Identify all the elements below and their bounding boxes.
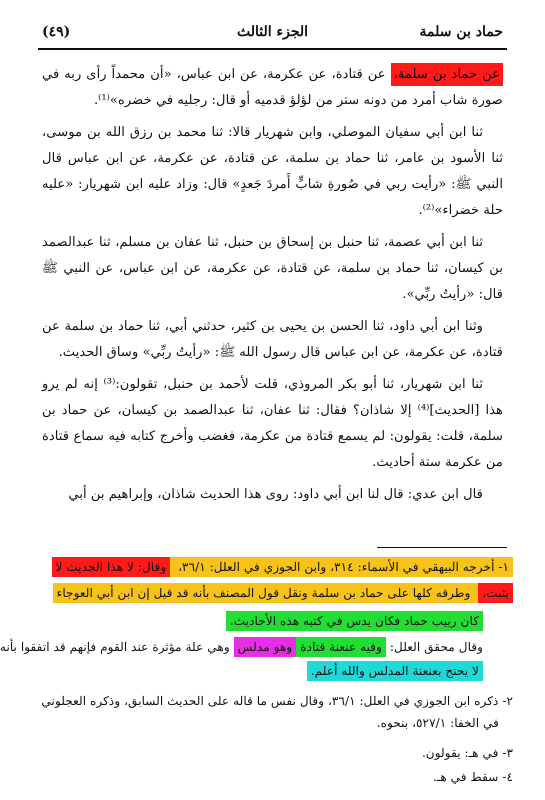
paragraph-1 — [42, 62, 503, 114]
header-rule — [38, 48, 507, 50]
paragraph-6: قال ابن عدي: قال لنا ابن أبي داود: روى هذا الحديث شاذان، وإبراهيم بن أبي — [68, 487, 483, 502]
paragraph-1-text: عن قتادة، عن عكرمة، عن ابن عباس، «أن محمداً رأى ربه في صورة شاب أمرد من دونه ستر من لؤلؤ قدميه أو قال: رجليه في خضره»⁽¹⁾. — [42, 67, 503, 108]
highlight-yellow-source: ١- أخرجه البيهقي في الأسماء: ٣١٤، وابن الجوزي في العلل: ٣٦/١، — [170, 557, 513, 577]
highlight-green-note: كان ربيب حماد فكان يدس في كتبه هذه الأحاديث. — [226, 611, 483, 631]
highlight-red-verdict-cont: يثبت، — [478, 583, 513, 603]
footnote-1-line-4-rest: وهي علة مؤثرة عند القوم فإنهم قد اتفقوا بأنه — [0, 640, 234, 654]
page-header — [42, 24, 503, 46]
footnote-separator — [377, 547, 507, 548]
footnote-3-text: ٣- في هـ: يقولون. — [421, 746, 513, 760]
paragraph-5: ثنا ابن شهريار، ثنا أبو بكر المروذي، قلت لأحمد بن حنبل، تقولون:⁽³⁾ إنه لم يرو هذا [الحديث]⁽⁴⁾ إلا شاذان؟ فقال: ثنا عفان، ثنا عبدالصمد بن كيسان، عن حماد بن سلمة، قلت: يقولون: لم يسمع قتادة من عكرمة، فغضب وأخرج كتابه فيه سماع قتادة من عكرمة ستة أحاديث. — [42, 377, 504, 470]
paragraph-3: ثنا ابن أبي عصمة، ثنا حنبل بن إسحاق بن حنبل، ثنا عفان بن مسلم، ثنا عبدالصمد بن كيسان، ثنا حماد بن سلمة، عن قتادة، عن عكرمة، عن ابن عباس، عن النبي ﷺ قال: «رأيتُ ربِّي». — [42, 235, 503, 302]
footnote-2-line-2: في الخفا: ٥٢٧/١، بنحوه. — [376, 716, 499, 730]
highlight-green-anana: وفيه عنعنة قتادة — [296, 637, 386, 657]
paragraph-4: وثنا ابن أبي داود، ثنا الحسن بن يحيى بن كثير، حدثني أبي، ثنا حماد بن سلمة عن قتادة، عن عكرمة، عن ابن عباس قال رسول الله ﷺ: «رأيتُ ربِّي» وساق الحديث. — [42, 319, 503, 360]
book-title: حماد بن سلمة — [419, 24, 503, 40]
footnote-4-text: ٤- سقط في هـ. — [432, 770, 513, 784]
footnote-1-line-1 — [52, 556, 513, 578]
highlight-yellow-chain: وطرقه كلها على حماد بن سلمة ونقل قول المصنف بأنه قد قيل إن ابن أبي العوجاء — [53, 583, 479, 603]
footnote-1-editor: وقال محقق العلل: — [386, 640, 483, 654]
highlight-red-narrator: عن حماد بن سلمة، — [391, 63, 503, 86]
paragraph-2: ثنا ابن أبي سفيان الموصلي، وابن شهريار قالا: ثنا محمد بن رزق الله بن موسى، ثنا الأسود بن عامر، ثنا حماد بن سلمة، عن قتادة، عن عكرمة، عن ابن عباس قال النبي ﷺ: «رأيت ربي في صُورةِ شابٍّ أَمردَ جَعدٍ» قال: وزاد عليه ابن شهريار: «عليه حلة خضراء»⁽²⁾. — [42, 125, 503, 218]
footnote-1-line-2 — [53, 582, 513, 604]
volume-label: الجزء الثالث — [236, 24, 309, 40]
footnote-2-line-1: ٢- ذكره ابن الجوزي في العلل: ٣٦/١، وقال نفس ما قاله على الحديث السابق، وذكره العجلوني — [41, 694, 513, 708]
footnote-1-line-5 — [307, 660, 483, 682]
highlight-cyan-conclusion: لا يحتج بعنعنة المدلس والله أعلم. — [307, 661, 483, 681]
footnote-1-line-3 — [226, 610, 483, 632]
highlight-magenta-mudallis: وهو مدلس — [234, 637, 297, 657]
page-number: (٤٩) — [42, 24, 71, 40]
footnote-1-line-4 — [0, 636, 483, 658]
main-text — [42, 62, 503, 514]
highlight-red-verdict: وقال: لا هذا الحديث لا — [52, 557, 171, 577]
